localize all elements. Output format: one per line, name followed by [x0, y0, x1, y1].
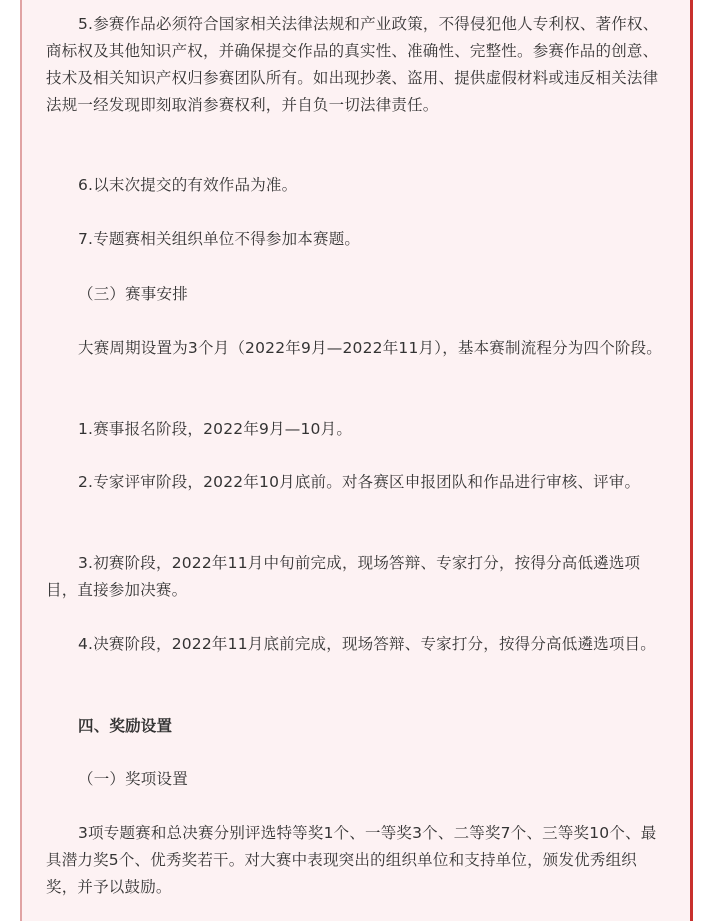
section-heading-schedule: （三）赛事安排 [78, 285, 188, 303]
paragraph-awards-detail: 3项专题赛和总决赛分别评选特等奖1个、一等奖3个、二等奖7个、三等奖10个、最具潜力奖5个、优秀奖若干。对大赛中表现突出的组织单位和支持单位，颁发优秀组织奖，并予以鼓励。 [46, 824, 657, 896]
paragraph-schedule-intro: 大赛周期设置为3个月（2022年9月—2022年11月），基本赛制流程分为四个阶段。 [78, 339, 662, 357]
paragraph-rule-6: 6.以末次提交的有效作品为准。 [78, 176, 298, 194]
paragraph-rule-5: 5.参赛作品必须符合国家相关法律法规和产业政策，不得侵犯他人专利权、著作权、商标权及其他知识产权，并确保提交作品的真实性、准确性、完整性。参赛作品的创意、技术及相关知识产权归参赛团队所有。如出现抄袭、盗用、提供虚假材料或违反相关法律法规一经发现即刻取消参赛权利，并自负一切法律责任。 [46, 15, 659, 114]
paragraph-stage-2: 2.专家评审阶段，2022年10月底前。对各赛区申报团队和作品进行审核、评审。 [78, 473, 641, 491]
paragraph-stage-4: 4.决赛阶段，2022年11月底前完成，现场答辩、专家打分，按得分高低遴选项目。 [78, 635, 656, 653]
section-heading-award-types: （一）奖项设置 [78, 770, 188, 788]
paragraph-stage-1: 1.赛事报名阶段，2022年9月—10月。 [78, 420, 353, 438]
section-heading-awards: 四、奖励设置 [78, 717, 173, 735]
paragraph-rule-7: 7.专题赛相关组织单位不得参加本赛题。 [78, 230, 361, 248]
paragraph-stage-3: 3.初赛阶段，2022年11月中旬前完成，现场答辩、专家打分，按得分高低遴选项目，直接参加决赛。 [46, 554, 641, 599]
